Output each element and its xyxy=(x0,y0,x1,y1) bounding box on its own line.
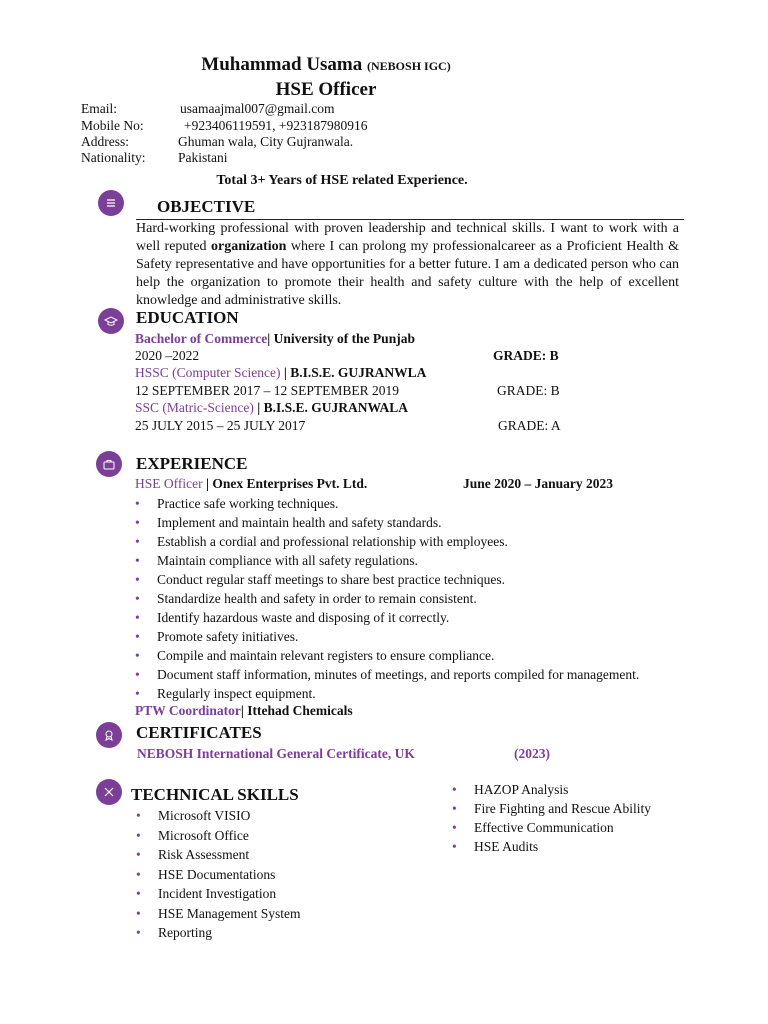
job-title: HSE Officer xyxy=(275,79,377,100)
bullet-icon: • xyxy=(452,801,457,816)
list-item-text: Incident Investigation xyxy=(158,886,277,901)
list-item xyxy=(135,494,639,513)
list-item xyxy=(135,589,639,608)
objective-text-part: Hard-working professional with proven leadership and technical skills. I want to work with a well reputed xyxy=(136,221,679,254)
bullet-icon: • xyxy=(135,629,140,644)
list-item xyxy=(452,837,651,856)
tools-icon xyxy=(96,779,122,805)
graduation-icon xyxy=(98,308,124,334)
education-grade: GRADE: B xyxy=(493,348,559,363)
bullet-icon: • xyxy=(135,553,140,568)
objective-heading: OBJECTIVE xyxy=(157,197,256,216)
candidate-name-line xyxy=(0,54,652,76)
bullet-icon: • xyxy=(136,808,141,823)
skills-list-left xyxy=(136,806,306,943)
list-item-text: Microsoft Office xyxy=(158,827,249,843)
job-line xyxy=(135,703,353,719)
bullet-icon: • xyxy=(135,515,140,530)
education-dates: 25 JULY 2015 – 25 JULY 2017 xyxy=(135,418,306,433)
separator: | xyxy=(240,703,244,718)
separator: | xyxy=(202,476,213,491)
bullet-icon: • xyxy=(136,905,141,921)
company-name: Onex Enterprises Pvt. Ltd. xyxy=(212,476,368,491)
bullet-icon: • xyxy=(135,534,140,549)
list-item xyxy=(136,904,306,924)
skills-list-right xyxy=(452,780,651,856)
institution-name: University of the Punjab xyxy=(270,331,415,346)
institution-name: B.I.S.E. GUJRANWLA xyxy=(290,365,427,380)
list-item-text: Risk Assessment xyxy=(158,847,250,862)
briefcase-icon xyxy=(96,451,122,477)
experience-summary: Total 3+ Years of HSE related Experience. xyxy=(216,173,468,188)
degree-name: Bachelor of Commerce xyxy=(135,331,268,346)
list-item xyxy=(136,806,306,826)
separator: | xyxy=(280,365,291,380)
separator: | xyxy=(267,331,271,346)
candidate-name: Muhammad Usama xyxy=(201,54,363,75)
list-item-text: HSE Management System xyxy=(158,905,301,921)
list-item xyxy=(452,799,651,818)
list-item-text: HAZOP Analysis xyxy=(474,782,569,797)
list-item-text: Standardize health and safety in order to remain consistent. xyxy=(157,591,477,606)
education-grade: GRADE: A xyxy=(498,418,561,433)
list-item-text: Implement and maintain health and safety standards. xyxy=(157,515,442,530)
contact-label: Nationality: xyxy=(81,150,146,165)
list-item-text: Establish a cordial and professional relationship with employees. xyxy=(157,534,508,549)
education-grade: GRADE: B xyxy=(497,383,560,398)
list-item xyxy=(136,865,306,885)
candidate-qualification: (NEBOSH IGC) xyxy=(367,59,451,73)
bullet-icon: • xyxy=(136,925,141,940)
duties-list xyxy=(135,494,639,703)
list-item-text: Maintain compliance with all safety regulations. xyxy=(157,553,418,568)
list-item-text: Identify hazardous waste and disposing of it correctly. xyxy=(157,610,450,625)
list-item xyxy=(135,608,639,627)
list-item-text: Regularly inspect equipment. xyxy=(157,686,316,701)
list-item-text: Practice safe working techniques. xyxy=(157,496,339,511)
list-item xyxy=(135,513,639,532)
technical-skills-heading: TECHNICAL SKILLS xyxy=(131,785,299,804)
email-value: usamaajmal007@gmail.com xyxy=(180,101,335,116)
degree-name: SSC (Matric-Science) xyxy=(135,400,254,415)
list-item-text: Effective Communication xyxy=(474,820,614,835)
bullet-icon: • xyxy=(135,610,140,625)
bullet-icon: • xyxy=(135,667,140,682)
bullet-icon: • xyxy=(135,591,140,606)
objective-text xyxy=(136,220,679,310)
list-item-text: Document staff information, minutes of meetings, and reports compiled for management. xyxy=(157,667,640,682)
bullet-icon: • xyxy=(452,782,457,797)
education-degree-line xyxy=(135,331,415,347)
education-heading: EDUCATION xyxy=(136,308,239,327)
education-dates: 12 SEPTEMBER 2017 – 12 SEPTEMBER 2019 xyxy=(135,383,400,398)
list-item xyxy=(136,845,306,865)
list-item xyxy=(135,532,639,551)
list-item xyxy=(135,646,639,665)
mobile-value: +923406119591, +923187980916 xyxy=(184,118,368,133)
education-degree-line xyxy=(135,400,408,416)
bullet-icon: • xyxy=(452,820,457,835)
contact-label: Email: xyxy=(81,101,117,116)
bullet-icon: • xyxy=(135,648,140,663)
job-role: HSE Officer xyxy=(135,476,203,491)
list-item-text: Fire Fighting and Rescue Ability xyxy=(474,801,651,816)
list-item-text: Compile and maintain relevant registers to ensure compliance. xyxy=(157,648,495,663)
certificate-icon xyxy=(96,722,122,748)
bullet-icon: • xyxy=(136,827,141,843)
objective-text-part: where I can prolong my professionalcareer as a Proficient Health & Safety representative and have opportunities for a better future. I am a dedicated person who can help the organization to promote their health and safety culture with the help of excellent knowledge and administrative skills. xyxy=(136,239,679,308)
objective-text-bold: organization xyxy=(210,239,287,254)
company-name: Ittehad Chemicals xyxy=(243,703,353,718)
list-icon xyxy=(98,190,124,216)
degree-name: HSSC (Computer Science) xyxy=(135,365,281,380)
list-item xyxy=(135,551,639,570)
bullet-icon: • xyxy=(136,886,141,901)
list-item xyxy=(135,684,639,703)
contact-label: Mobile No: xyxy=(81,118,144,133)
certificate-name: NEBOSH International General Certificate, UK xyxy=(137,746,415,761)
list-item xyxy=(135,665,639,684)
nationality-value: Pakistani xyxy=(178,150,228,165)
separator: | xyxy=(253,400,264,415)
bullet-icon: • xyxy=(135,572,140,587)
list-item xyxy=(452,818,651,837)
bullet-icon: • xyxy=(452,839,457,854)
experience-heading: EXPERIENCE xyxy=(136,454,248,473)
bullet-icon: • xyxy=(135,496,140,511)
address-value: Ghuman wala, City Gujranwala. xyxy=(178,134,354,149)
list-item xyxy=(135,570,639,589)
list-item xyxy=(136,826,306,846)
list-item xyxy=(136,923,306,943)
institution-name: B.I.S.E. GUJRANWALA xyxy=(263,400,408,415)
bullet-icon: • xyxy=(136,847,141,862)
education-degree-line xyxy=(135,365,426,381)
list-item xyxy=(135,627,639,646)
list-item xyxy=(452,780,651,799)
certificates-heading: CERTIFICATES xyxy=(136,723,262,742)
contact-label: Address: xyxy=(81,134,129,149)
list-item-text: HSE Audits xyxy=(474,839,539,854)
certificate-year: (2023) xyxy=(514,746,550,761)
bullet-icon: • xyxy=(136,866,141,882)
list-item-text: Promote safety initiatives. xyxy=(157,629,299,644)
list-item-text: Microsoft VISIO xyxy=(158,808,251,823)
job-line xyxy=(135,476,367,492)
job-role: PTW Coordinator xyxy=(135,703,241,718)
list-item-text: Conduct regular staff meetings to share best practice techniques. xyxy=(157,572,506,587)
education-dates: 2020 –2022 xyxy=(135,348,200,363)
bullet-icon: • xyxy=(135,686,140,701)
list-item-text: HSE Documentations xyxy=(158,866,276,882)
list-item-text: Reporting xyxy=(158,925,212,940)
list-item xyxy=(136,884,306,904)
job-dates: June 2020 – January 2023 xyxy=(463,476,614,491)
